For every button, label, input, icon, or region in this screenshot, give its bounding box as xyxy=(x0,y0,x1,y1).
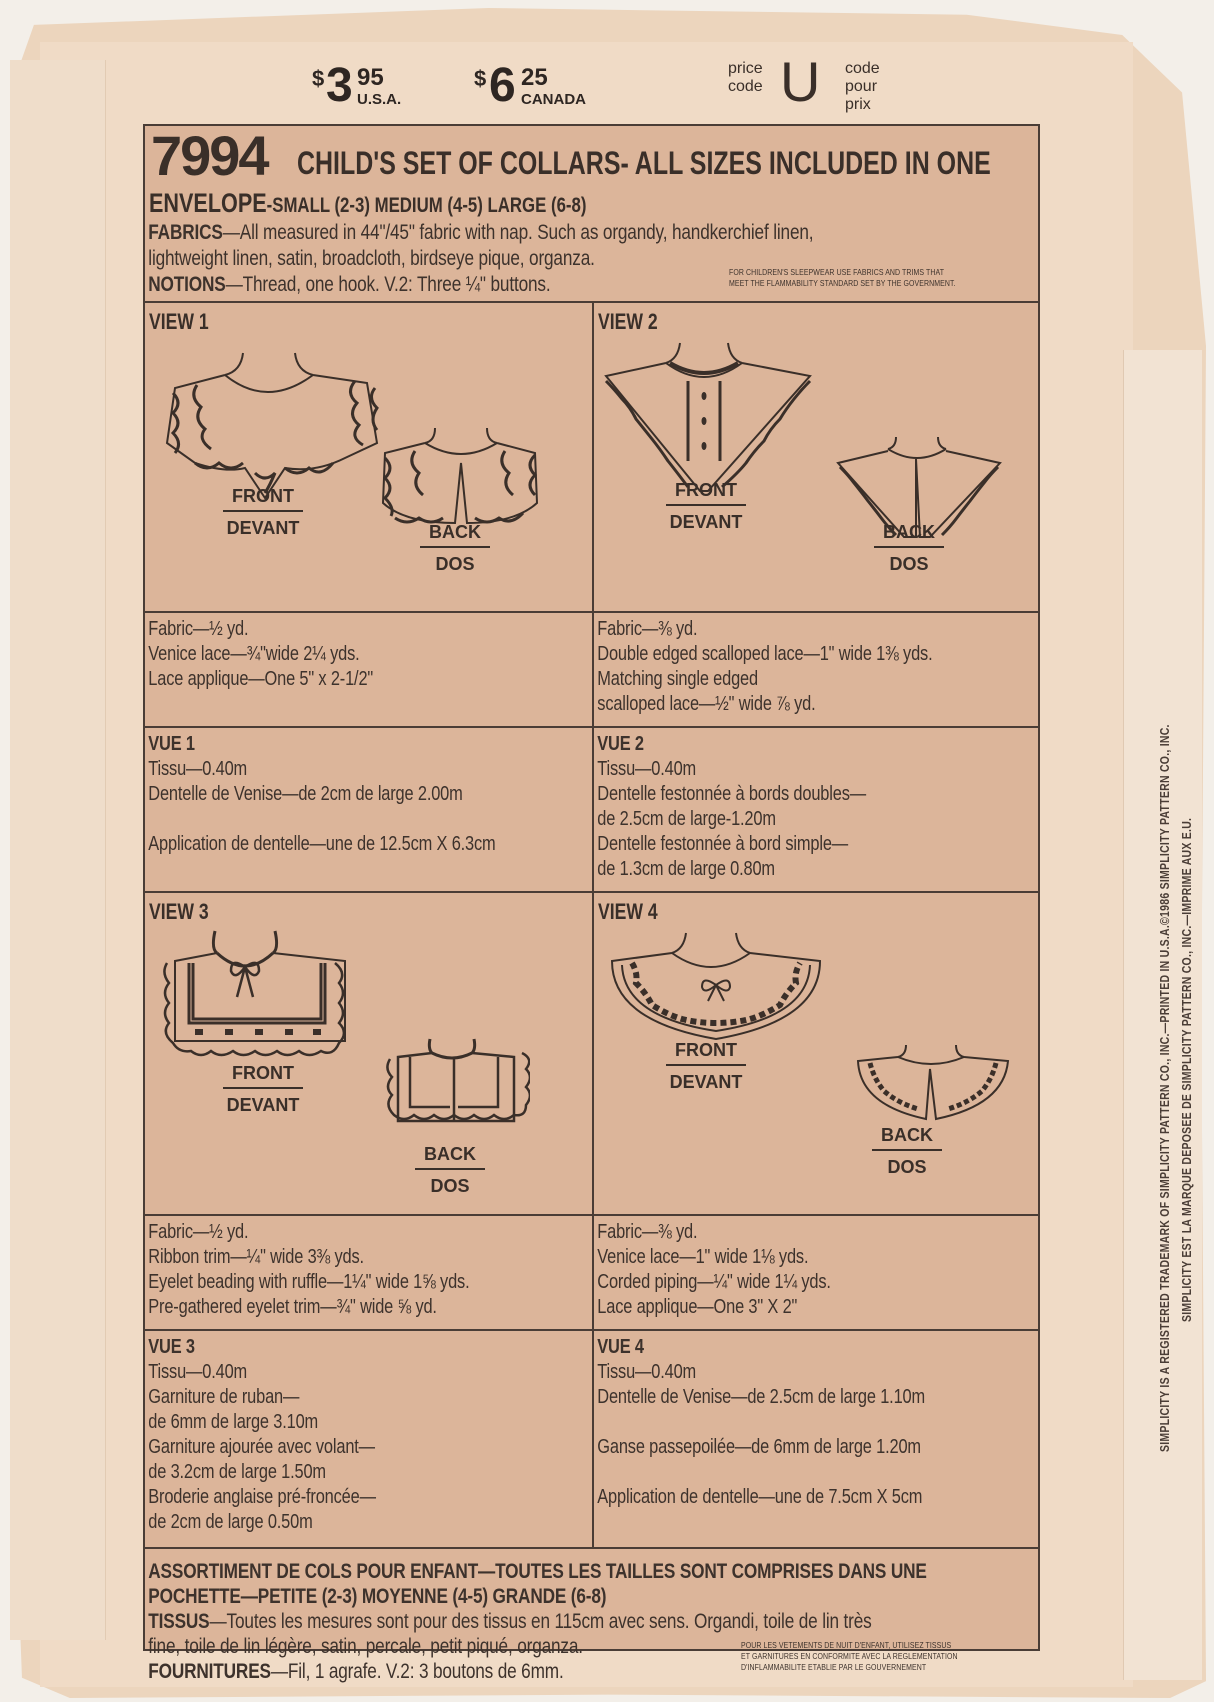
view-3-back-label xyxy=(415,1144,485,1197)
back-label: BACK xyxy=(420,522,490,548)
dos-label: DOS xyxy=(889,554,929,574)
fabrics-text: —All measured in 44"/45" fabric with nap. Such as organdy, handkerchief linen, xyxy=(222,221,814,244)
requirements-list xyxy=(594,728,958,884)
copyright-line-english: SIMPLICITY IS A REGISTERED TRADEMARK OF SIMPLICITY PATTERN CO., INC.—PRINTED IN U.S.A.©1986 SIMPLICITY PATTERN CO., INC. xyxy=(1158,724,1172,1452)
requirement-line: Fabric—½ yd. xyxy=(148,1221,249,1243)
french-sleepwear-note xyxy=(741,1640,958,1673)
left-flap xyxy=(10,60,106,1640)
requirement-line xyxy=(597,1410,955,1435)
view-2-panel xyxy=(594,303,1038,611)
french-title-line-2: POCHETTE—PETITE (2-3) MOYENNE (4-5) GRANDE (6-8) xyxy=(148,1585,607,1608)
requirement-line: Fabric—⅜ yd. xyxy=(597,618,698,640)
notions-line xyxy=(145,270,554,299)
tissus-label: TISSUS xyxy=(148,1610,210,1633)
price-code xyxy=(728,50,898,120)
requirement-line: Ribbon trim—¼" wide 3⅜ yds. xyxy=(148,1246,364,1268)
view-3-english-requirements xyxy=(145,1216,594,1329)
views-3-4-english-requirements xyxy=(145,1216,1038,1331)
tissus-text: —Toutes les mesures sont pour des tissus en 115cm avec sens. Organdi, toile de lin très xyxy=(209,1610,872,1633)
view-1-panel xyxy=(145,303,594,611)
requirement-line: Broderie anglaise pré-froncée— xyxy=(148,1486,376,1508)
view-2-english-requirements xyxy=(594,613,1038,726)
requirement-line: Tissu—0.40m xyxy=(148,758,248,780)
views-1-2-illustrations xyxy=(145,303,1038,613)
requirement-line: Double edged scalloped lace—1" wide 1⅜ yds. xyxy=(597,643,933,665)
fournitures-text: —Fil, 1 agrafe. V.2: 3 boutons de 6mm. xyxy=(270,1660,564,1683)
price-usa xyxy=(312,59,422,117)
requirement-line: de 2.5cm de large-1.20m xyxy=(597,808,776,830)
pattern-info-box xyxy=(143,124,1040,1683)
tissus-line-2: fine, toile de lin légère, satin, percale, petit piqué, organza. xyxy=(148,1635,583,1658)
price-region: CANADA xyxy=(521,91,586,108)
requirement-line xyxy=(148,807,508,832)
view-title: VIEW 1 xyxy=(149,309,209,334)
requirement-line: scalloped lace—½" wide ⅞ yd. xyxy=(597,693,816,715)
back-label: BACK xyxy=(874,522,944,548)
price-code-letter: U xyxy=(780,50,821,113)
french-title-line-1: ASSORTIMENT DE COLS POUR ENFANT—TOUTES LES TAILLES SONT COMPRISES DANS UNE xyxy=(148,1560,927,1583)
fournitures-label: FOURNITURES xyxy=(148,1660,271,1683)
requirement-line: Fabric—½ yd. xyxy=(148,618,249,640)
sleepwear-note xyxy=(729,267,956,289)
requirement-line: Garniture ajourée avec volant— xyxy=(148,1436,375,1458)
requirement-line: de 1.3cm de large 0.80m xyxy=(597,858,775,880)
requirement-line: Matching single edged xyxy=(597,668,758,690)
requirement-line: Venice lace—1" wide 1⅛ yds. xyxy=(597,1246,809,1268)
view-3-back-collar-illustration xyxy=(380,1033,530,1133)
back-label: BACK xyxy=(415,1144,485,1170)
view-4-back-collar-illustration xyxy=(856,1043,1011,1123)
pattern-number: 7994 xyxy=(151,124,268,187)
price-cents: 25 xyxy=(521,64,548,91)
requirement-line: Application de dentelle—une de 7.5cm X 5cm xyxy=(597,1486,923,1508)
sleepwear-note-line: FOR CHILDREN'S SLEEPWEAR USE FABRICS AND TRIMS THAT xyxy=(729,267,945,277)
vue-1-french-requirements xyxy=(145,728,594,891)
view-title: VIEW 3 xyxy=(149,899,209,924)
dollar-sign: $ xyxy=(312,66,325,91)
notions-label: NOTIONS xyxy=(148,273,226,296)
requirement-line: Tissu—0.40m xyxy=(597,1361,697,1383)
header-section xyxy=(145,126,1038,303)
back-label: BACK xyxy=(872,1125,942,1151)
devant-label: DEVANT xyxy=(669,512,743,532)
code-label: code xyxy=(728,78,763,95)
dos-label: DOS xyxy=(430,1176,470,1196)
requirement-line: Ganse passepoilée—de 6mm de large 1.20m xyxy=(597,1436,921,1458)
price-label: price xyxy=(728,60,763,77)
requirements-list xyxy=(145,728,512,859)
devant-label: DEVANT xyxy=(669,1072,743,1092)
price-main: 6 xyxy=(489,59,516,112)
fabrics-label: FABRICS xyxy=(148,221,223,244)
fabrics-line-2: lightweight linen, satin, broadcloth, birdseye pique, organza. xyxy=(148,247,595,270)
requirements-list xyxy=(594,613,958,719)
requirement-line: de 2cm de large 0.50m xyxy=(148,1511,313,1533)
dos-label: DOS xyxy=(435,554,475,574)
requirements-list xyxy=(594,1331,958,1512)
requirement-line xyxy=(597,1460,955,1485)
copyright-line-french: SIMPLICITY EST LA MARQUE DEPOSEE DE SIMPLICITY PATTERN CO., INC.—IMPRIME AUX E.U. xyxy=(1180,817,1194,1322)
view-2-front-collar-illustration xyxy=(600,341,830,501)
view-1-english-requirements xyxy=(145,613,594,726)
view-4-panel xyxy=(594,893,1038,1214)
requirement-line: Application de dentelle—une de 12.5cm X 6.3cm xyxy=(148,833,496,855)
pattern-title: CHILD'S SET OF COLLARS- ALL SIZES INCLUDED IN ONE xyxy=(297,145,991,181)
views-1-2-french-requirements xyxy=(145,728,1038,893)
view-4-front-collar-illustration xyxy=(606,931,826,1041)
pour-label: pour xyxy=(845,78,878,95)
fabrics-line-1 xyxy=(145,218,817,247)
view-1-front-label xyxy=(223,486,303,539)
view-3-panel xyxy=(145,893,594,1214)
requirement-line: Fabric—⅜ yd. xyxy=(597,1221,698,1243)
requirement-line: de 3.2cm de large 1.50m xyxy=(148,1461,326,1483)
view-2-back-label xyxy=(874,522,944,575)
front-label: FRONT xyxy=(666,1040,746,1066)
view-3-front-label xyxy=(223,1063,303,1116)
dollar-sign: $ xyxy=(474,66,487,91)
vue-4-french-requirements xyxy=(594,1331,1038,1547)
envelope-sizes xyxy=(149,188,586,219)
vue-title: VUE 2 xyxy=(597,733,644,755)
sizes-text: -SMALL (2-3) MEDIUM (4-5) LARGE (6-8) xyxy=(266,194,587,217)
requirements-list xyxy=(594,1216,958,1322)
devant-label: DEVANT xyxy=(226,518,300,538)
notions-text: —Thread, one hook. V.2: Three ¼" buttons. xyxy=(225,273,551,296)
fournitures-line xyxy=(145,1657,567,1686)
requirement-line: Dentelle de Venise—de 2cm de large 2.00m xyxy=(148,783,463,805)
prix-label: prix xyxy=(845,96,871,113)
views-1-2-english-requirements xyxy=(145,613,1038,728)
vue-title: VUE 4 xyxy=(597,1336,644,1358)
view-1-back-label xyxy=(420,522,490,575)
requirement-line: Dentelle de Venise—de 2.5cm de large 1.10m xyxy=(597,1386,925,1408)
view-title: VIEW 4 xyxy=(598,899,658,924)
views-3-4-illustrations xyxy=(145,893,1038,1216)
vue-title: VUE 3 xyxy=(148,1336,195,1358)
requirement-line: Lace applique—One 5" x 2-1/2" xyxy=(148,668,374,690)
price-cents: 95 xyxy=(357,64,384,91)
requirements-list xyxy=(145,1331,512,1537)
envelope-word: ENVELOPE xyxy=(149,188,267,218)
view-1-back-collar-illustration xyxy=(375,423,545,533)
french-summary-section xyxy=(145,1549,1038,1683)
price-main: 3 xyxy=(326,59,353,112)
requirement-line: Corded piping—¼" wide 1¼ yds. xyxy=(597,1271,831,1293)
requirement-line: Tissu—0.40m xyxy=(597,758,697,780)
view-4-back-label xyxy=(872,1125,942,1178)
code-label-fr: code xyxy=(845,60,880,77)
vue-2-french-requirements xyxy=(594,728,1038,891)
devant-label: DEVANT xyxy=(226,1095,300,1115)
requirements-list xyxy=(145,1216,512,1322)
requirement-line: Garniture de ruban— xyxy=(148,1386,300,1408)
price-region: U.S.A. xyxy=(357,91,402,108)
view-title: VIEW 2 xyxy=(598,309,658,334)
requirement-line: de 6mm de large 3.10m xyxy=(148,1411,319,1433)
view-2-front-label xyxy=(666,480,746,533)
vue-title: VUE 1 xyxy=(148,733,195,755)
requirement-line: Tissu—0.40m xyxy=(148,1361,248,1383)
requirement-line: Lace applique—One 3" X 2" xyxy=(597,1296,798,1318)
view-4-front-label xyxy=(666,1040,746,1093)
views-3-4-french-requirements xyxy=(145,1331,1038,1549)
view-3-front-collar-illustration xyxy=(155,923,365,1073)
requirement-line: Eyelet beading with ruffle—1¼" wide 1⅝ yds. xyxy=(148,1271,470,1293)
requirement-line: Venice lace—¾"wide 2¼ yds. xyxy=(148,643,360,665)
note-line: POUR LES VETEMENTS DE NUIT D'ENFANT, UTILISEZ TISSUS xyxy=(741,1640,952,1650)
note-line: D'INFLAMMABILITE ETABLIE PAR LE GOUVERNEMENT xyxy=(741,1662,927,1672)
price-canada xyxy=(474,59,614,117)
dos-label: DOS xyxy=(887,1157,927,1177)
requirement-line: Dentelle festonnée à bords doubles— xyxy=(597,783,866,805)
note-line: ET GARNITURES EN CONFORMITE AVEC LA REGLEMENTATION xyxy=(741,1651,958,1661)
requirement-line: Pre-gathered eyelet trim—¾" wide ⅝ yd. xyxy=(148,1296,437,1318)
vue-3-french-requirements xyxy=(145,1331,594,1547)
sleepwear-note-line: MEET THE FLAMMABILITY STANDARD SET BY THE GOVERNMENT. xyxy=(729,278,956,288)
view-4-english-requirements xyxy=(594,1216,1038,1329)
requirements-list xyxy=(145,613,512,694)
front-label: FRONT xyxy=(666,480,746,506)
requirement-line: Dentelle festonnée à bord simple— xyxy=(597,833,849,855)
front-label: FRONT xyxy=(223,486,303,512)
front-label: FRONT xyxy=(223,1063,303,1089)
